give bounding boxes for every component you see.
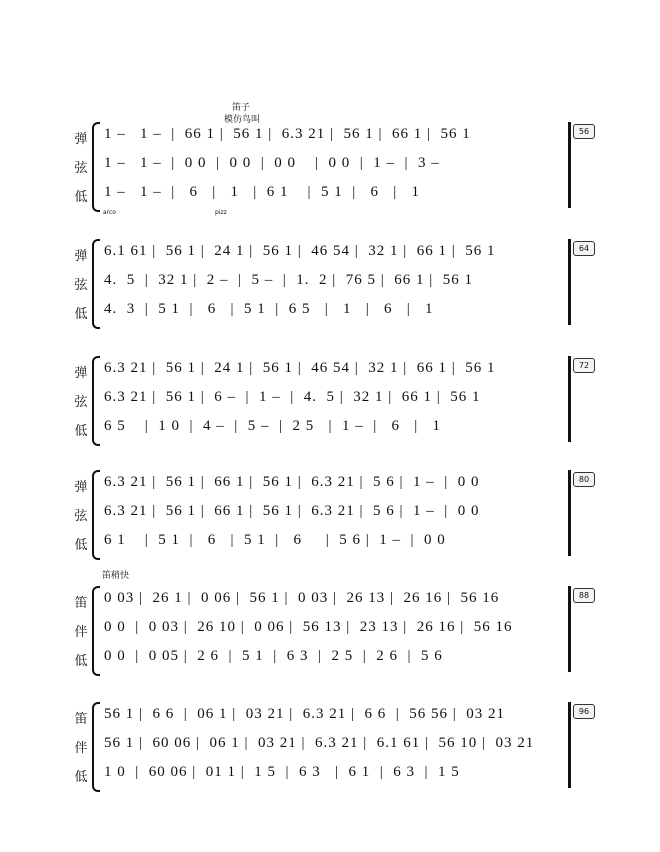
final-barline — [568, 356, 571, 442]
system-brace — [92, 702, 100, 792]
part-label: 低 — [74, 538, 88, 553]
notation-row: 56 1 | 60 06 | 06 1 | 03 21 | 6.3 21 | 6.1 61 | 56 10 | 03 21 — [104, 735, 535, 751]
notation-row: 1 – 1 – | 0 0 | 0 0 | 0 0 | 0 0 | 1 – | 3 – — [104, 155, 440, 171]
notation-row: 1 – 1 – | 66 1 | 56 1 | 6.3 21 | 56 1 | 66 1 | 56 1 — [104, 126, 471, 142]
notation-row: 0 0 | 0 05 | 2 6 | 5 1 | 6 3 | 2 5 | 2 6 | 5 6 — [104, 648, 443, 664]
notation-row: 1 – 1 – | 6 | 1 | 6 1 | 5 1 | 6 | 1 — [104, 184, 421, 200]
part-label: 低 — [74, 424, 88, 439]
notation-row: 6.1 61 | 56 1 | 24 1 | 56 1 | 46 54 | 32 1 | 66 1 | 56 1 — [104, 243, 496, 259]
system-brace — [92, 470, 100, 560]
measure-number-box: 72 — [573, 358, 595, 373]
notation-row: 56 1 | 6 6 | 06 1 | 03 21 | 6.3 21 | 6 6 | 56 56 | 03 21 — [104, 706, 506, 722]
measure-number-box: 88 — [573, 588, 595, 603]
part-label: 弦 — [74, 509, 88, 524]
system-brace — [92, 586, 100, 676]
part-label: 弹 — [74, 366, 88, 381]
final-barline — [568, 702, 571, 788]
measure-number-box: 80 — [573, 472, 595, 487]
system-brace — [92, 239, 100, 329]
measure-number-box: 56 — [573, 124, 595, 139]
part-label: 弦 — [74, 395, 88, 410]
part-label: 笛 — [74, 596, 88, 611]
arco-marking: arco — [103, 209, 116, 216]
pizz-marking: pizz — [215, 209, 227, 216]
measure-number-box: 96 — [573, 704, 595, 719]
notation-row: 6 5 | 1 0 | 4 – | 5 – | 2 5 | 1 – | 6 | 1 — [104, 418, 442, 434]
flute-label: 笛子 — [232, 103, 251, 113]
part-label: 低 — [74, 190, 88, 205]
part-label: 低 — [74, 654, 88, 669]
flute-fast-marking: 笛稍快 — [102, 571, 130, 581]
flute-hint: 模仿鸟叫 — [224, 115, 261, 125]
part-label: 低 — [74, 770, 88, 785]
notation-row: 4. 3 | 5 1 | 6 | 5 1 | 6 5 | 1 | 6 | 1 — [104, 301, 434, 317]
part-label: 弹 — [74, 132, 88, 147]
system-brace — [92, 122, 100, 212]
final-barline — [568, 586, 571, 672]
part-label: 伴 — [74, 625, 88, 640]
notation-row: 6.3 21 | 56 1 | 66 1 | 56 1 | 6.3 21 | 5 6 | 1 – | 0 0 — [104, 503, 480, 519]
final-barline — [568, 470, 571, 556]
notation-row: 4. 5 | 32 1 | 2 – | 5 – | 1. 2 | 76 5 | 66 1 | 56 1 — [104, 272, 474, 288]
part-label: 伴 — [74, 741, 88, 756]
part-label: 弦 — [74, 278, 88, 293]
notation-row: 1 0 | 60 06 | 01 1 | 1 5 | 6 3 | 6 1 | 6 3 | 1 5 — [104, 764, 460, 780]
part-label: 低 — [74, 307, 88, 322]
final-barline — [568, 122, 571, 208]
system-brace — [92, 356, 100, 446]
part-label: 弦 — [74, 161, 88, 176]
notation-row: 6 1 | 5 1 | 6 | 5 1 | 6 | 5 6 | 1 – | 0 0 — [104, 532, 446, 548]
notation-row: 6.3 21 | 56 1 | 66 1 | 56 1 | 6.3 21 | 5 6 | 1 – | 0 0 — [104, 474, 480, 490]
notation-row: 6.3 21 | 56 1 | 24 1 | 56 1 | 46 54 | 32 1 | 66 1 | 56 1 — [104, 360, 496, 376]
final-barline — [568, 239, 571, 325]
part-label: 弹 — [74, 249, 88, 264]
notation-row: 0 0 | 0 03 | 26 10 | 0 06 | 56 13 | 23 13 | 26 16 | 56 16 — [104, 619, 513, 635]
part-label: 笛 — [74, 712, 88, 727]
notation-row: 0 03 | 26 1 | 0 06 | 56 1 | 0 03 | 26 13 | 26 16 | 56 16 — [104, 590, 500, 606]
measure-number-box: 64 — [573, 241, 595, 256]
notation-row: 6.3 21 | 56 1 | 6 – | 1 – | 4. 5 | 32 1 | 66 1 | 56 1 — [104, 389, 481, 405]
part-label: 弹 — [74, 480, 88, 495]
